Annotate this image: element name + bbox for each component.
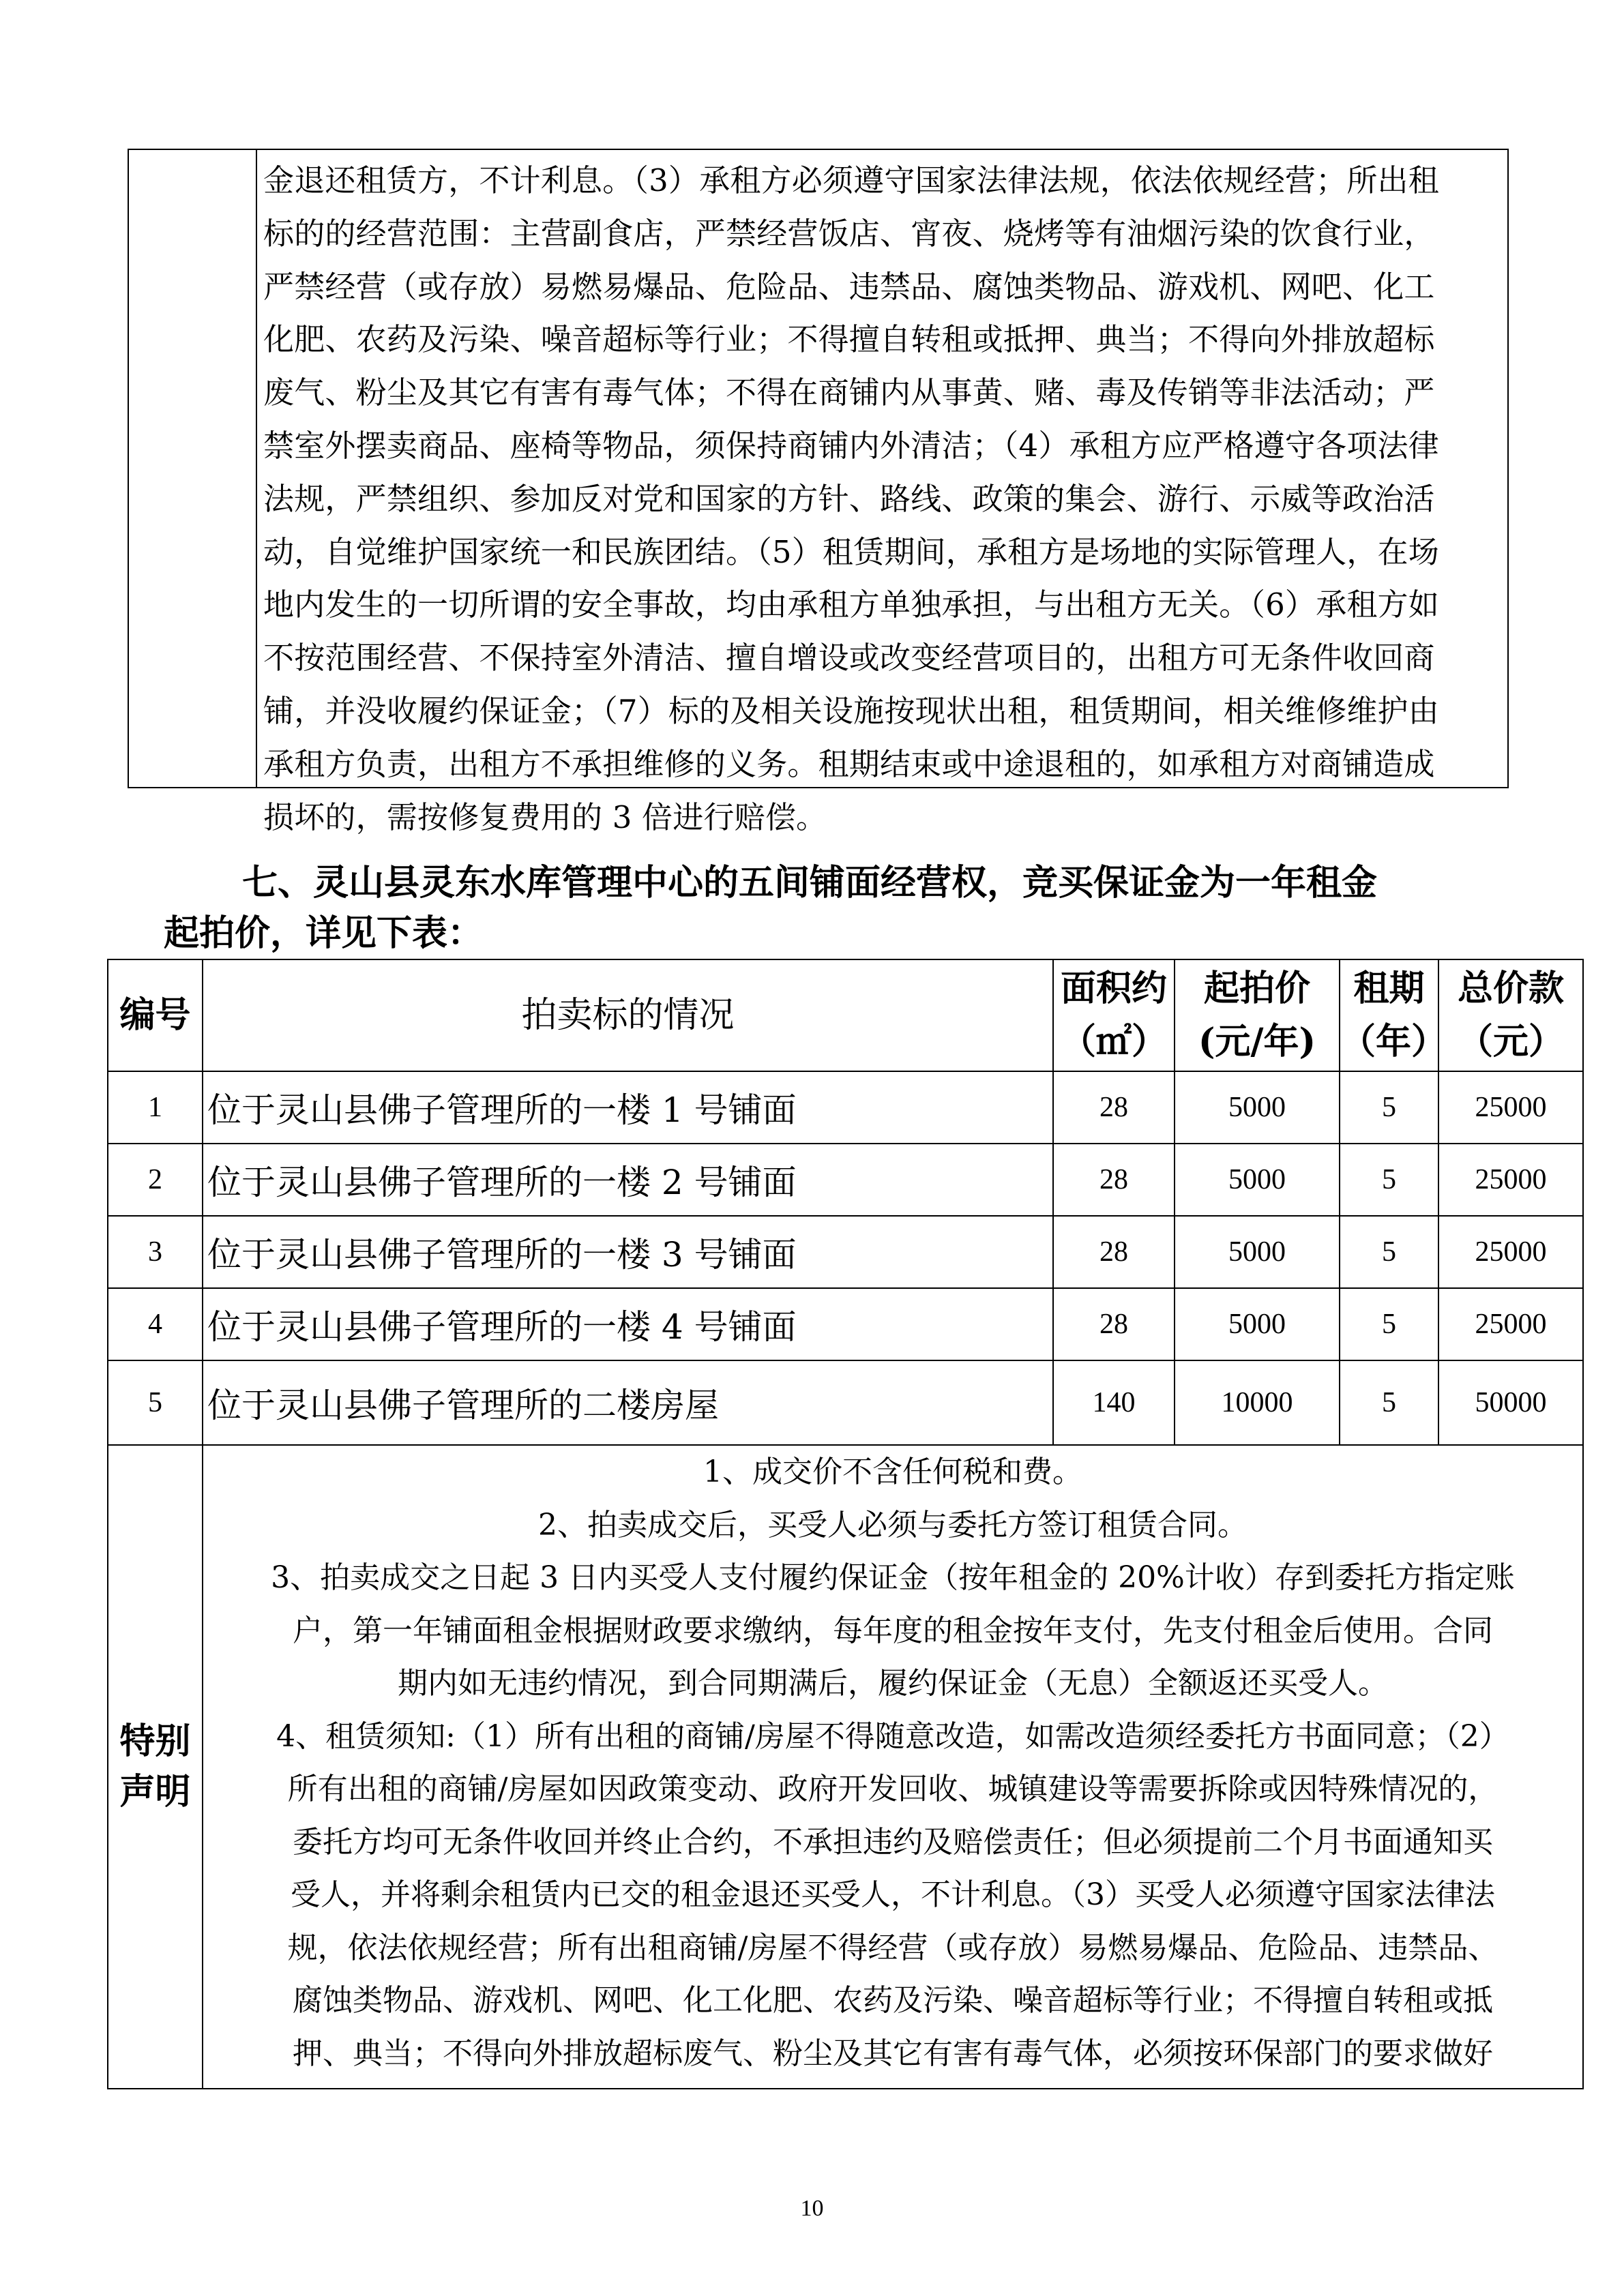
cell-total: 25000 — [1438, 1216, 1583, 1288]
header-price-line1: 起拍价 — [1203, 968, 1310, 1009]
cell-no: 2 — [108, 1144, 203, 1216]
header-area-line1: 面积约 — [1060, 968, 1167, 1009]
header-area — [1053, 959, 1175, 1071]
cell-no: 5 — [108, 1360, 203, 1445]
notes-cell — [203, 1445, 1583, 2089]
table-row — [108, 1288, 1583, 1360]
cell-price: 10000 — [1175, 1360, 1340, 1445]
cell-term: 5 — [1340, 1216, 1438, 1288]
table-row — [108, 1144, 1583, 1216]
cell-area: 28 — [1053, 1144, 1175, 1216]
header-desc: 拍卖标的情况 — [203, 959, 1053, 1071]
notes-line: 户，第一年铺面租金根据财政要求缴纳，每年度的租金按年支付，先支付租金后使用。合同 — [293, 1613, 1493, 1648]
table-header-row — [108, 959, 1583, 1071]
header-no: 编号 — [108, 959, 203, 1071]
cell-term: 5 — [1340, 1071, 1438, 1144]
section-heading-line2: 起拍价，详见下表： — [164, 912, 484, 954]
notes-line: 4、租赁须知:（1）所有出租的商铺/房屋不得随意改造，如需改造须经委托方书面同意；（2） — [276, 1718, 1509, 1754]
cell-total: 25000 — [1438, 1144, 1583, 1216]
cell-total: 25000 — [1438, 1288, 1583, 1360]
header-price-line2: (元/年) — [1198, 1021, 1316, 1062]
cell-area: 28 — [1053, 1071, 1175, 1144]
page-number: 10 — [800, 2196, 824, 2221]
cell-total: 25000 — [1438, 1071, 1583, 1144]
table-row — [108, 1360, 1583, 1445]
text-line: 废气、粉尘及其它有害有毒气体；不得在商铺内从事黄、赌、毒及传销等非法活动；严 — [263, 374, 1435, 411]
cell-price: 5000 — [1175, 1216, 1340, 1288]
notes-line: 期内如无违约情况，到合同期满后，履约保证金（无息）全额返还买受人。 — [398, 1666, 1388, 1701]
cell-desc: 位于灵山县佛子管理所的一楼 1 号铺面 — [203, 1071, 1053, 1144]
notes-line: 委托方均可无条件收回并终止合约，不承担违约及赔偿责任；但必须提前二个月书面通知买 — [293, 1824, 1493, 1860]
lease-terms-text — [263, 154, 1498, 844]
cell-price: 5000 — [1175, 1071, 1340, 1144]
notes-label-cell — [108, 1445, 203, 2089]
section-heading-line1: 七、灵山县灵东水库管理中心的五间铺面经营权，竞买保证金为一年租金 — [242, 862, 1378, 904]
continuation-table — [128, 149, 1509, 835]
header-area-line2: （㎡） — [1060, 1021, 1167, 1062]
header-total-line2: （元） — [1457, 1021, 1564, 1062]
text-line: 金退还租赁方，不计利息。（3）承租方必须遵守国家法律法规，依法依规经营；所出租 — [263, 162, 1439, 198]
text-line: 承租方负责，出租方不承担维修的义务。租期结束或中途退租的，如承租方对商铺造成 — [263, 745, 1435, 782]
cell-term: 5 — [1340, 1144, 1438, 1216]
cell-desc: 位于灵山县佛子管理所的一楼 2 号铺面 — [203, 1144, 1053, 1216]
header-term-line1: 租期 — [1353, 968, 1425, 1009]
header-term — [1340, 959, 1447, 1071]
cell-term: 5 — [1340, 1288, 1438, 1360]
text-line: 法规，严禁组织、参加反对党和国家的方针、路线、政策的集会、游行、示威等政治活 — [263, 480, 1435, 517]
notes-line: 受人，并将剩余租赁内已交的租金退还买受人，不计利息。（3）买受人必须遵守国家法律法 — [291, 1877, 1495, 1912]
notes-line: 所有出租的商铺/房屋如因政策变动、政府开发回收、城镇建设等需要拆除或因特殊情况的， — [287, 1772, 1498, 1806]
cell-total: 50000 — [1438, 1360, 1583, 1445]
text-line: 动，自觉维护国家统一和民族团结。（5）租赁期间，承租方是场地的实际管理人，在场 — [263, 533, 1439, 570]
notes-label-line1: 特别 — [119, 1720, 191, 1762]
cell-term: 5 — [1340, 1360, 1438, 1445]
header-total-line1: 总价款 — [1457, 968, 1564, 1009]
notes-line: 2、拍卖成交后，买受人必须与委托方签订租赁合同。 — [538, 1507, 1247, 1542]
text-line: 不按范围经营、不保持室外清洁、擅自增设或改变经营项目的，出租方可无条件收回商 — [263, 640, 1435, 676]
notes-line: 押、典当；不得向外排放超标废气、粉尘及其它有害有毒气体，必须按环保部门的要求做好 — [293, 2036, 1493, 2071]
notes-line: 规，依法依规经营；所有出租商铺/房屋不得经营（或存放）易燃易爆品、危险品、违禁品、 — [287, 1930, 1498, 1965]
table-row — [108, 1216, 1583, 1288]
cell-desc: 位于灵山县佛子管理所的二楼房屋 — [203, 1360, 1053, 1445]
text-line: 严禁经营（或存放）易燃易爆品、危险品、违禁品、腐蚀类物品、游戏机、网吧、化工 — [263, 268, 1435, 305]
auction-table — [107, 959, 1584, 2089]
cell-area: 140 — [1053, 1360, 1175, 1445]
text-line: 禁室外摆卖商品、座椅等物品，须保持商铺内外清洁；（4）承租方应严格遵守各项法律 — [263, 427, 1439, 464]
table-row — [108, 1071, 1583, 1144]
notes-line: 1、成交价不含任何税和费。 — [703, 1455, 1082, 1489]
header-price — [1175, 959, 1340, 1071]
cell-no: 4 — [108, 1288, 203, 1360]
cell-price: 5000 — [1175, 1144, 1340, 1216]
notes-row — [108, 1445, 1583, 2089]
notes-line: 3、拍卖成交之日起 3 日内买受人支付履约保证金（按年租金的 20%计收）存到委托方指定账 — [271, 1560, 1515, 1595]
cell-desc: 位于灵山县佛子管理所的一楼 4 号铺面 — [203, 1288, 1053, 1360]
column-divider — [256, 150, 257, 787]
cell-desc: 位于灵山县佛子管理所的一楼 3 号铺面 — [203, 1216, 1053, 1288]
text-line: 化肥、农药及污染、噪音超标等行业；不得擅自转租或抵押、典当；不得向外排放超标 — [263, 321, 1435, 358]
cell-no: 1 — [108, 1071, 203, 1144]
header-total — [1438, 959, 1583, 1071]
text-line: 损坏的，需按修复费用的 3 倍进行赔偿。 — [263, 799, 827, 835]
cell-price: 5000 — [1175, 1288, 1340, 1360]
notes-label-line2: 声明 — [119, 1771, 191, 1813]
cell-area: 28 — [1053, 1216, 1175, 1288]
cell-area: 28 — [1053, 1288, 1175, 1360]
notes-line: 腐蚀类物品、游戏机、网吧、化工化肥、农药及污染、噪音超标等行业；不得擅自转租或抵 — [293, 1983, 1493, 2018]
text-line: 地内发生的一切所谓的安全事故，均由承租方单独承担，与出租方无关。（6）承租方如 — [263, 586, 1439, 623]
text-line: 标的的经营范围：主营副食店，严禁经营饭店、宵夜、烧烤等有油烟污染的饮食行业， — [263, 215, 1435, 252]
text-line: 铺，并没收履约保证金；（7）标的及相关设施按现状出租，租赁期间，相关维修维护由 — [263, 692, 1439, 729]
header-term-line2: （年） — [1340, 1021, 1447, 1062]
cell-no: 3 — [108, 1216, 203, 1288]
